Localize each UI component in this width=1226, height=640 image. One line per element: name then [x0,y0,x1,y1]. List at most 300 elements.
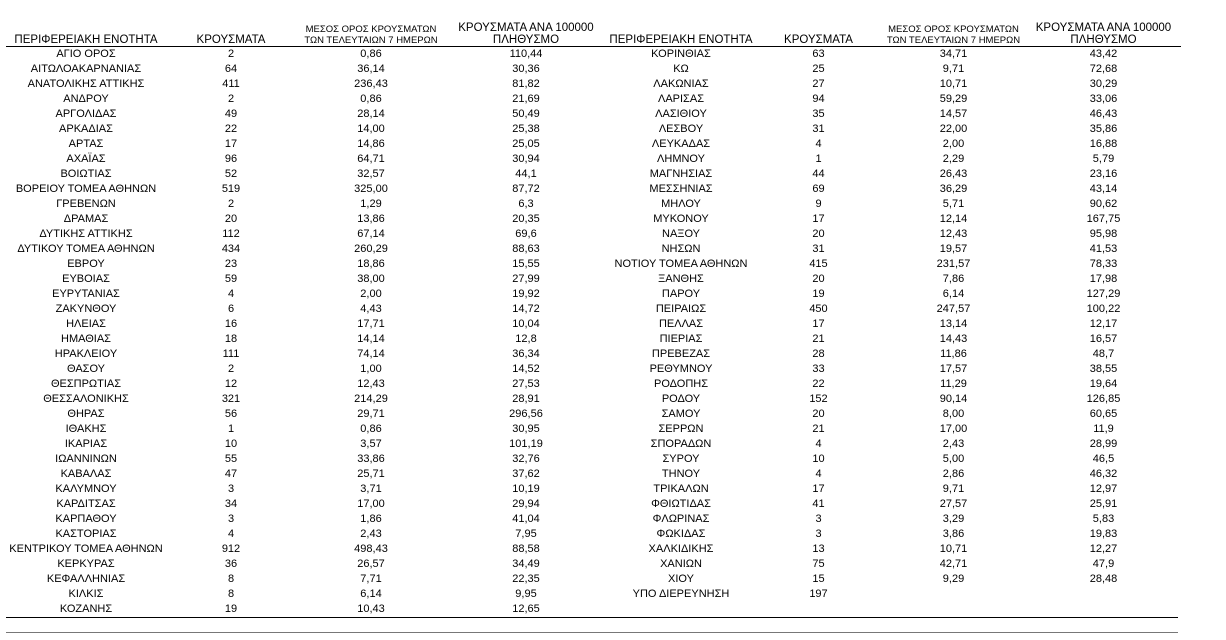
cell-per100k: 28,48 [1089,572,1118,585]
cell-avg7: 3,71 [360,482,382,495]
cell-region: ΣΥΡΟΥ [662,452,700,465]
cell-avg7: 247,57 [936,302,971,315]
cell-region: ΡΕΘΥΜΝΟΥ [649,362,713,375]
table-row [6,452,606,467]
cell-cases: 15 [812,572,825,585]
cell-per100k: 12,27 [1089,542,1118,555]
cell-region: ΑΓΙΟ ΟΡΟΣ [56,47,116,60]
cell-avg7: 67,14 [357,227,385,240]
cell-cases: 63 [812,47,825,60]
cell-avg7: 12,43 [357,377,385,390]
header-row [6,14,606,46]
cell-region: ΔΥΤΙΚΟΥ ΤΟΜΕΑ ΑΘΗΝΩΝ [17,242,155,255]
table-row [6,46,606,62]
cell-cases: 36 [224,557,238,570]
table-row [6,287,606,302]
table-row [6,317,606,332]
cell-per100k: 5,79 [1092,152,1115,165]
cell-cases: 20 [812,272,825,285]
cell-cases: 197 [809,587,828,600]
cell-avg7: 0,86 [360,47,382,60]
cell-per100k: 10,04 [512,317,540,330]
cell-region: ΤΡΙΚΑΛΩΝ [653,482,709,495]
cell-region: ΕΥΡΥΤΑΝΙΑΣ [52,287,120,300]
cell-region: ΒΟΡΕΙΟΥ ΤΟΜΕΑ ΑΘΗΝΩΝ [15,182,157,195]
cell-region: ΛΑΣΙΘΙΟΥ [655,107,707,120]
cell-cases: 33 [812,362,825,375]
cell-region: ΛΗΜΝΟΥ [657,152,705,165]
cell-avg7: 14,00 [357,122,385,135]
cell-cases: 4 [227,527,235,540]
cell-avg7: 10,71 [939,542,968,555]
cell-avg7: 74,14 [357,347,385,360]
cell-cases: 22 [224,122,238,135]
table-row [606,347,1181,362]
cell-region: ΦΘΙΩΤΙΔΑΣ [651,497,711,510]
cell-per100k: 33,06 [1089,92,1118,105]
cell-cases: 519 [221,182,241,195]
cell-cases: 3 [815,527,822,540]
cell-cases: 52 [224,167,238,180]
bottom-divider [6,617,1178,618]
cell-avg7: 2,00 [942,137,965,150]
cell-per100k: 16,57 [1089,332,1118,345]
cell-avg7: 0,86 [360,92,382,105]
cell-region: ΝΟΤΙΟΥ ΤΟΜΕΑ ΑΘΗΝΩΝ [614,257,748,270]
table-row [6,122,606,137]
cell-cases: 912 [221,542,241,555]
cell-region: ΠΕΛΛΑΣ [658,317,704,330]
cases-table-right [606,14,1181,602]
cell-per100k: 88,58 [512,542,540,555]
table-row [606,587,1181,602]
cell-region: ΙΚΑΡΙΑΣ [64,437,108,450]
cell-cases: 31 [812,122,825,135]
cell-avg7: 2,43 [942,437,965,450]
cell-avg7: 36,29 [939,182,968,195]
cell-per100k: 100,22 [1086,302,1121,315]
cell-cases: 415 [809,257,828,270]
cell-cases: 4 [227,287,235,300]
cell-region: ΜΕΣΣΗΝΙΑΣ [649,182,713,195]
cell-avg7 [881,587,1026,602]
table-row [6,302,606,317]
cell-region: ΘΕΣΠΡΩΤΙΑΣ [50,377,122,390]
cell-avg7: 6,14 [360,587,382,600]
table-row [6,407,606,422]
cell-per100k: 126,85 [1086,392,1121,405]
cell-cases: 13 [812,542,825,555]
table-row [606,182,1181,197]
table-row [6,542,606,557]
cell-per100k: 14,52 [512,362,540,375]
cell-avg7: 25,71 [357,467,385,480]
cell-avg7: 325,00 [354,182,388,195]
cell-avg7: 1,29 [360,197,382,210]
cell-per100k: 17,98 [1089,272,1118,285]
cell-region: ΑΡΤΑΣ [68,137,104,150]
cell-region: ΕΥΒΟΙΑΣ [62,272,110,285]
table-row [606,152,1181,167]
cell-avg7: 260,29 [354,242,388,255]
cell-region: ΙΩΑΝΝΙΝΩΝ [55,452,117,465]
cell-avg7: 22,00 [939,122,968,135]
cell-cases: 3 [227,482,235,495]
cell-avg7: 1,00 [360,362,382,375]
table-row [6,467,606,482]
cell-per100k: 30,29 [1089,77,1118,90]
table-row [606,512,1181,527]
table-row [606,212,1181,227]
header-region: ΠΕΡΙΦΕΡΕΙΑΚΗ ΕΝΟΤΗΤΑ [606,14,756,46]
cell-region: ΚΙΛΚΙΣ [68,587,104,600]
cell-avg7: 26,43 [939,167,968,180]
cell-region: ΤΗΝΟΥ [661,467,701,480]
cell-per100k: 37,62 [512,467,540,480]
cell-per100k: 43,14 [1089,182,1118,195]
cell-region: ΦΛΩΡΙΝΑΣ [652,512,710,525]
table-row [6,167,606,182]
table-row [6,362,606,377]
cell-avg7: 7,86 [942,272,965,285]
cell-region: ΑΙΤΩΛΟΑΚΑΡΝΑΝΙΑΣ [30,62,142,75]
cell-cases: 8 [227,572,235,585]
cell-avg7: 64,71 [357,152,385,165]
cell-cases: 75 [812,557,825,570]
cell-per100k: 10,19 [512,482,540,495]
table-row [606,62,1181,77]
cell-per100k: 72,68 [1089,62,1118,75]
cell-per100k: 78,33 [1089,257,1118,270]
table-row [606,317,1181,332]
cell-region: ΘΕΣΣΑΛΟΝΙΚΗΣ [43,392,129,405]
cell-cases: 31 [812,242,825,255]
table-row [6,347,606,362]
cell-per100k: 19,64 [1089,377,1118,390]
cell-per100k: 44,1 [515,167,537,180]
cell-region: ΝΑΞΟΥ [662,227,700,240]
cell-cases: 17 [224,137,238,150]
cell-region: ΑΝΑΤΟΛΙΚΗΣ ΑΤΤΙΚΗΣ [27,77,145,90]
cell-region: ΛΑΚΩΝΙΑΣ [653,77,709,90]
cell-per100k: 81,82 [512,77,540,90]
cell-cases: 10 [812,452,825,465]
cell-per100k: 46,43 [1089,107,1118,120]
table-row [6,62,606,77]
cell-per100k: 7,95 [515,527,537,540]
cell-per100k: 9,95 [515,587,537,600]
cell-region: ΚΑΒΑΛΑΣ [60,467,112,480]
cell-region: ΧΑΝΙΩΝ [660,557,702,570]
cell-per100k: 12,65 [512,602,540,615]
cell-region: ΡΟΔΟΥ [661,392,701,405]
cell-cases: 16 [224,317,238,330]
cell-per100k: 43,42 [1089,47,1118,60]
table-row [6,227,606,242]
cell-region: ΕΒΡΟΥ [67,257,105,270]
table-row [606,467,1181,482]
cell-region: ΗΡΑΚΛΕΙΟΥ [54,347,118,360]
header-avg7: ΜΕΣΟΣ ΟΡΟΣ ΚΡΟΥΣΜΑΤΩΝ ΤΩΝ ΤΕΛΕΥΤΑΙΩΝ 7 ΗΜΕΡΩΝ [296,14,446,46]
cell-avg7: 27,57 [939,497,968,510]
cell-region: ΠΕΙΡΑΙΩΣ [655,302,707,315]
cell-per100k: 50,49 [512,107,540,120]
cell-region: ΚΕΝΤΡΙΚΟΥ ΤΟΜΕΑ ΑΘΗΝΩΝ [9,542,163,555]
cell-cases: 411 [222,77,240,90]
cell-avg7: 17,00 [939,422,968,435]
cell-region: ΦΩΚΙΔΑΣ [656,527,706,540]
cell-avg7: 7,71 [360,572,382,585]
cell-per100k: 34,49 [512,557,540,570]
cell-region: ΚΕΦΑΛΛΗΝΙΑΣ [46,572,126,585]
cell-per100k: 48,7 [1092,347,1115,360]
table-row [6,137,606,152]
cell-per100k: 296,56 [509,407,543,420]
cell-avg7: 14,14 [357,332,385,345]
cell-region: ΓΡΕΒΕΝΩΝ [56,197,116,210]
cell-region: ΚΕΡΚΥΡΑΣ [57,557,115,570]
cell-avg7: 42,71 [939,557,968,570]
table-row [606,497,1181,512]
header-region: ΠΕΡΙΦΕΡΕΙΑΚΗ ΕΝΟΤΗΤΑ [6,14,166,46]
cell-per100k: 23,16 [1089,167,1118,180]
cell-cases: 55 [224,452,238,465]
cell-avg7: 5,00 [942,452,965,465]
cell-cases: 8 [227,587,235,600]
cell-cases: 4 [815,137,822,150]
cell-per100k: 110,44 [509,47,543,60]
cell-avg7: 28,14 [357,107,385,120]
cell-region: ΑΡΚΑΔΙΑΣ [59,122,113,135]
cell-avg7: 9,71 [942,482,965,495]
cell-avg7: 90,14 [939,392,968,405]
cell-cases: 49 [224,107,238,120]
table-row [606,332,1181,347]
cell-region: ΘΗΡΑΣ [67,407,105,420]
cell-region: ΥΠΟ ΔΙΕΡΕΥΝΗΣΗ [632,587,730,600]
cell-per100k: 36,34 [512,347,540,360]
table-row [6,497,606,512]
cell-per100k: 32,76 [512,452,540,465]
cell-per100k: 167,75 [1086,212,1121,225]
cell-region: ΜΑΓΝΗΣΙΑΣ [649,167,713,180]
cell-per100k: 22,35 [512,572,540,585]
cell-avg7: 19,57 [939,242,968,255]
cell-region: ΣΠΟΡΑΔΩΝ [650,437,712,450]
cell-avg7: 0,86 [360,422,382,435]
cell-region: ΚΟΡΙΝΘΙΑΣ [651,47,711,60]
cell-avg7: 38,00 [357,272,385,285]
cell-avg7: 2,00 [360,287,382,300]
cell-per100k: 60,65 [1089,407,1118,420]
table-row [606,242,1181,257]
cell-region: ΣΕΡΡΩΝ [658,422,704,435]
cell-cases: 28 [812,347,825,360]
cell-cases: 18 [224,332,238,345]
cell-region: ΧΙΟΥ [668,572,694,585]
cell-per100k: 101,19 [509,437,543,450]
cell-avg7: 13,14 [939,317,968,330]
cell-per100k: 12,17 [1089,317,1118,330]
cell-avg7: 236,43 [354,77,388,90]
table-row [6,332,606,347]
cell-avg7: 13,86 [357,212,385,225]
cell-region: ΛΕΣΒΟΥ [658,122,704,135]
cell-avg7: 1,86 [360,512,382,525]
cell-per100k: 15,55 [512,257,540,270]
table-row [6,512,606,527]
cell-per100k: 46,32 [1089,467,1118,480]
cell-cases: 2 [227,92,235,105]
table-row [606,92,1181,107]
cell-cases: 1 [815,152,822,165]
cell-per100k: 21,69 [512,92,540,105]
cell-avg7: 17,71 [357,317,385,330]
cell-avg7: 33,86 [357,452,385,465]
table-row [606,107,1181,122]
table-row [6,437,606,452]
cell-cases: 25 [812,62,825,75]
cell-avg7: 17,00 [357,497,385,510]
cell-per100k: 25,38 [512,122,540,135]
table-row [6,92,606,107]
cell-avg7: 5,71 [942,197,965,210]
table-body-right [606,46,1181,602]
cell-avg7: 3,86 [942,527,965,540]
cell-cases: 2 [227,362,235,375]
header-row [606,14,1181,46]
footer-divider [6,632,1178,633]
cell-avg7: 34,71 [939,47,968,60]
cell-region: ΑΡΓΟΛΙΔΑΣ [55,107,117,120]
table-row [6,242,606,257]
cell-per100k: 6,3 [518,197,534,210]
table-row [606,227,1181,242]
cell-per100k: 87,72 [512,182,540,195]
table-row [6,257,606,272]
cell-cases: 56 [224,407,238,420]
cell-avg7: 18,86 [357,257,385,270]
cell-cases: 34 [224,497,238,510]
cell-region: ΜΗΛΟΥ [661,197,701,210]
table-row [606,482,1181,497]
cell-per100k: 11,9 [1093,422,1114,435]
cell-cases: 17 [812,482,825,495]
cell-avg7: 32,57 [357,167,385,180]
cell-cases: 21 [812,332,825,345]
table-row [6,482,606,497]
cell-region: ΗΛΕΙΑΣ [66,317,106,330]
cell-per100k: 28,91 [512,392,540,405]
cell-region: ΖΑΚΥΝΘΟΥ [55,302,117,315]
table-row [606,287,1181,302]
cell-region: ΛΕΥΚΑΔΑΣ [651,137,711,150]
cell-per100k: 30,95 [512,422,540,435]
cell-cases: 434 [221,242,241,255]
cell-avg7: 29,71 [357,407,385,420]
cell-per100k: 95,98 [1089,227,1118,240]
table-row [6,527,606,542]
cell-cases: 96 [224,152,238,165]
cell-per100k: 25,05 [512,137,540,150]
table-row [606,407,1181,422]
cell-region: ΚΑΡΔΙΤΣΑΣ [56,497,116,510]
cell-avg7: 26,57 [357,557,385,570]
table-row [6,587,606,602]
cell-cases: 17 [812,317,825,330]
table-row [6,377,606,392]
table-row [606,422,1181,437]
cell-per100k: 28,99 [1089,437,1118,450]
cell-cases: 321 [221,392,241,405]
table-row [606,362,1181,377]
cell-per100k: 27,53 [512,377,540,390]
cell-region: ΝΗΣΩΝ [661,242,701,255]
header-per100k: ΚΡΟΥΣΜΑΤΑ ΑΝΑ 100000 ΠΛΗΘΥΣΜΟ [1026,14,1181,46]
cell-per100k: 38,55 [1089,362,1118,375]
cell-per100k: 35,86 [1089,122,1118,135]
table-row [606,302,1181,317]
table-row [606,527,1181,542]
cell-region: ΧΑΛΚΙΔΙΚΗΣ [648,542,714,555]
cell-per100k: 69,6 [515,227,537,240]
cell-per100k: 12,97 [1089,482,1118,495]
cell-per100k: 29,94 [512,497,540,510]
cell-per100k: 41,53 [1089,242,1118,255]
cell-per100k: 88,63 [512,242,540,255]
cell-per100k: 127,29 [1086,287,1121,300]
cell-cases: 19 [224,602,238,615]
cell-per100k: 12,8 [515,332,537,345]
cell-avg7: 14,86 [357,137,385,150]
cell-cases: 17 [812,212,825,225]
cell-cases: 112 [222,227,240,240]
table-row [606,452,1181,467]
cell-region: ΚΑΣΤΟΡΙΑΣ [55,527,117,540]
cell-avg7: 59,29 [939,92,968,105]
header-avg7: ΜΕΣΟΣ ΟΡΟΣ ΚΡΟΥΣΜΑΤΩΝ ΤΩΝ ΤΕΛΕΥΤΑΙΩΝ 7 ΗΜΕΡΩΝ [881,14,1026,46]
cell-region: ΑΧΑΪΑΣ [66,152,106,165]
table-row [6,152,606,167]
cell-cases: 10 [224,437,238,450]
table-row [606,557,1181,572]
cell-region: ΚΩ [673,62,689,75]
table-row [606,257,1181,272]
table-row [606,167,1181,182]
cell-cases: 22 [812,377,825,390]
table-row [606,272,1181,287]
cell-per100k: 30,36 [512,62,540,75]
cell-avg7: 498,43 [354,542,388,555]
cell-cases: 35 [812,107,825,120]
cell-cases: 44 [812,167,825,180]
cell-avg7: 4,43 [360,302,382,315]
cell-cases: 152 [809,392,828,405]
cell-per100k: 90,62 [1089,197,1118,210]
cell-avg7: 17,57 [939,362,968,375]
table-row [606,437,1181,452]
cell-cases: 9 [815,197,822,210]
left-table-panel [6,14,606,617]
cell-region: ΔΡΑΜΑΣ [63,212,109,225]
cell-avg7: 231,57 [936,257,971,270]
cell-per100k: 14,72 [512,302,540,315]
cell-region: ΞΑΝΘΗΣ [658,272,704,285]
cell-region: ΠΙΕΡΙΑΣ [659,332,703,345]
cell-cases: 41 [812,497,825,510]
cell-avg7: 214,29 [354,392,388,405]
cell-region: ΣΑΜΟΥ [661,407,701,420]
